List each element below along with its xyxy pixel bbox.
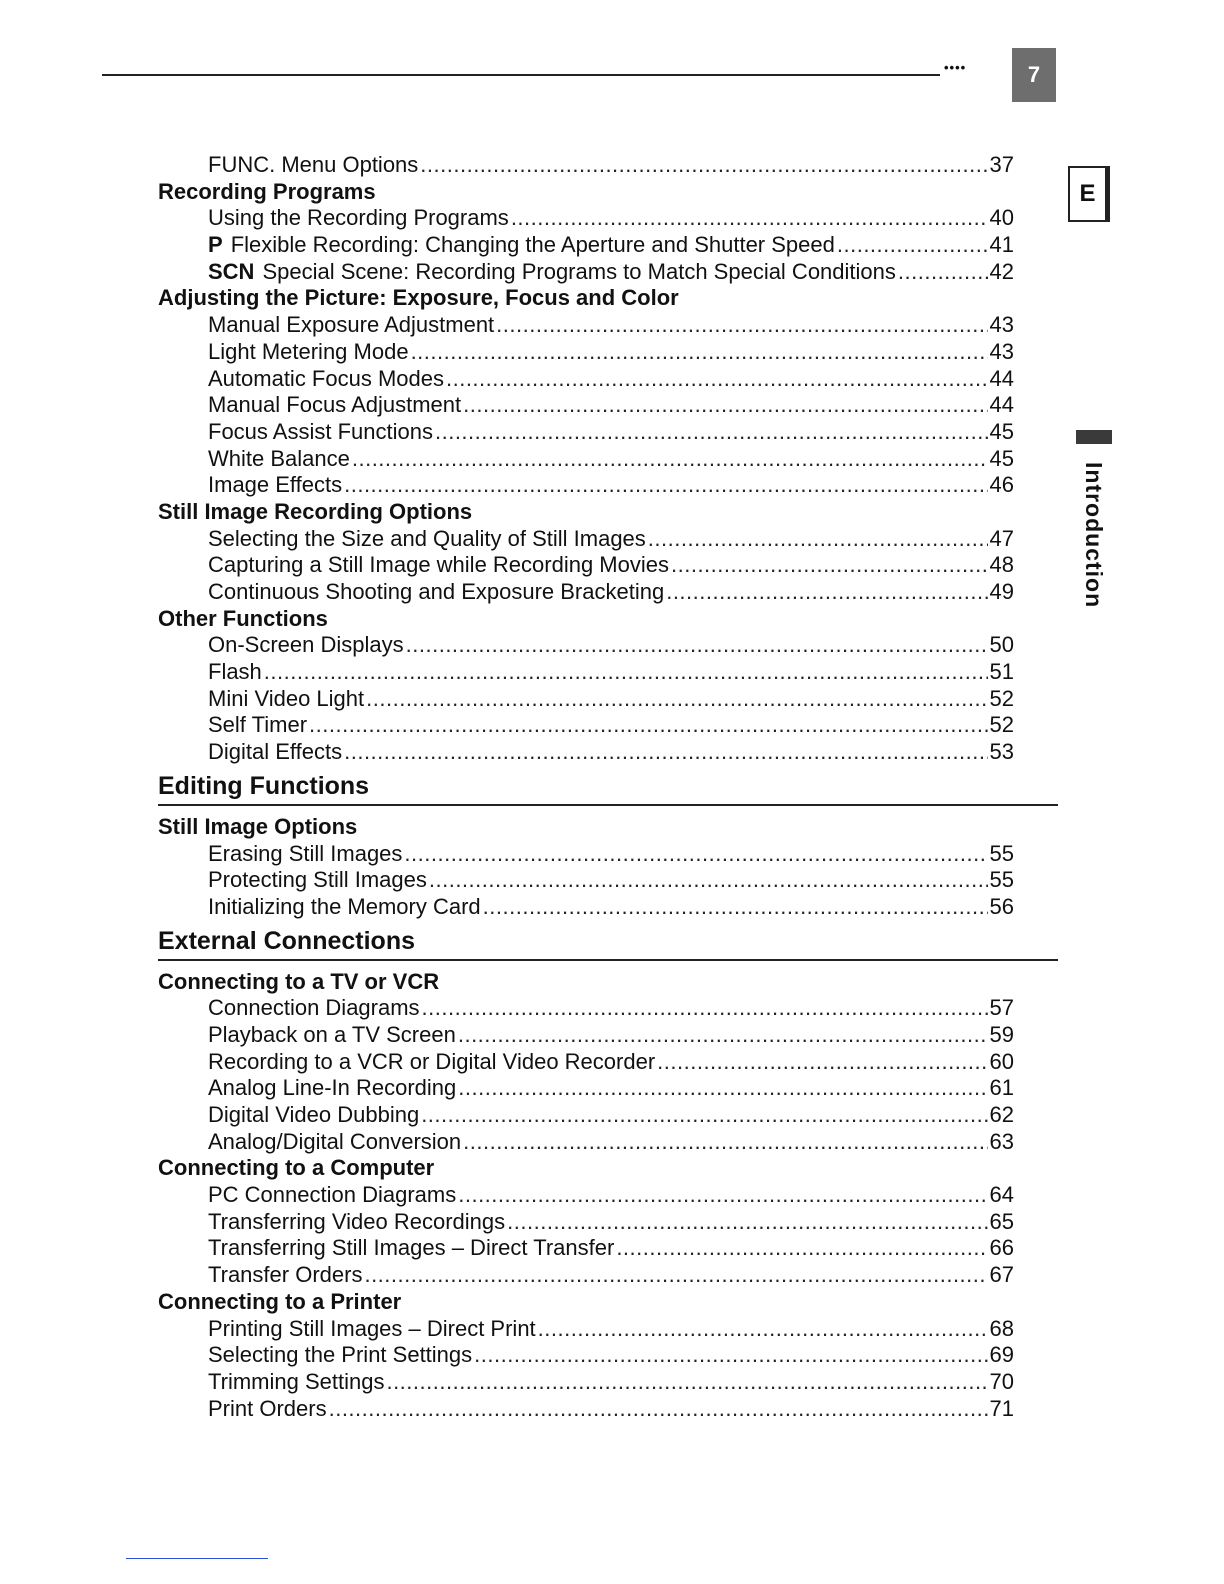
toc-page-number: 42 <box>989 258 1014 284</box>
bottom-underline <box>126 1558 268 1559</box>
toc-subheading: Connecting to a TV or VCR <box>158 968 440 994</box>
toc-entry[interactable] <box>158 1342 1014 1369</box>
toc-page-number: 56 <box>989 893 1014 919</box>
toc-entry-label <box>208 152 418 179</box>
dot-leader <box>458 1075 987 1102</box>
toc-subheading: Connecting to a Printer <box>158 1288 402 1314</box>
toc-entry[interactable] <box>158 1075 1014 1102</box>
dot-leader <box>474 1342 987 1369</box>
toc-page-number: 71 <box>989 1395 1014 1421</box>
toc-entry-label <box>208 739 342 766</box>
toc-entry-text: Erasing Still Images <box>208 840 403 866</box>
toc-entry-text: Light Metering Mode <box>208 338 409 364</box>
toc-entry-label <box>208 712 307 739</box>
toc-page-number: 46 <box>989 472 1014 498</box>
toc-entry-text: Image Effects <box>208 472 343 498</box>
toc-entry-text: Digital Video Dubbing <box>208 1102 420 1127</box>
dot-leader <box>898 259 988 286</box>
toc-page-number: 50 <box>989 632 1014 658</box>
toc-section-title: External Connections <box>158 927 1058 961</box>
toc-entry[interactable] <box>158 1049 1014 1076</box>
toc-page-number: 45 <box>989 445 1014 471</box>
toc-entry[interactable] <box>158 894 1014 921</box>
toc-entry-text: Flexible Recording: Changing the Aperture and Shutter Speed <box>230 232 835 258</box>
dot-leader <box>344 739 987 766</box>
toc-page-number: 52 <box>989 685 1014 711</box>
dot-leader <box>435 419 988 446</box>
toc-entry-text: FUNC. Menu Options <box>208 152 419 177</box>
toc-page-number: 41 <box>989 232 1014 258</box>
toc-page-number: 37 <box>989 152 1014 177</box>
toc-entry[interactable] <box>158 205 1014 232</box>
toc-entry[interactable] <box>158 339 1014 366</box>
toc-entry-label <box>208 339 409 366</box>
toc-page-number: 47 <box>989 525 1014 551</box>
header-dots: •••• <box>944 60 967 75</box>
toc-page-number: 61 <box>989 1075 1014 1101</box>
toc-entry-label <box>208 841 402 868</box>
dot-leader <box>309 712 987 739</box>
dot-leader <box>329 1396 988 1423</box>
toc-page-number: 45 <box>989 418 1014 444</box>
toc-page-number: 55 <box>989 840 1014 866</box>
toc-entry[interactable] <box>158 1235 1014 1262</box>
dot-leader <box>404 841 987 868</box>
dot-leader <box>406 632 988 659</box>
dot-leader <box>837 232 988 259</box>
toc-subheading: Still Image Options <box>158 813 358 839</box>
toc-entry-text: Analog Line-In Recording <box>208 1075 457 1101</box>
toc-page-number: 49 <box>989 579 1014 604</box>
dot-leader <box>511 205 988 232</box>
toc-entry[interactable] <box>158 1262 1014 1289</box>
toc-entry[interactable] <box>158 739 1014 766</box>
toc-entry-text: Connection Diagrams <box>208 995 420 1021</box>
toc-entry-label <box>208 259 896 286</box>
toc-page-number: 44 <box>989 392 1014 418</box>
toc-entry[interactable] <box>158 446 1014 473</box>
toc-page-number: 51 <box>989 659 1014 685</box>
toc-entry-text: Mini Video Light <box>208 685 365 711</box>
toc-entry-label <box>208 312 494 339</box>
toc-page-number: 70 <box>989 1368 1014 1394</box>
dot-leader <box>671 552 988 579</box>
toc-entry-label <box>208 995 420 1022</box>
toc-entry-label <box>208 1369 384 1396</box>
dot-leader <box>344 472 987 499</box>
dot-leader <box>421 1102 987 1129</box>
dot-leader <box>496 312 987 339</box>
toc-page-number: 44 <box>989 365 1014 391</box>
toc-entry-label <box>208 659 262 686</box>
toc-entry-label <box>208 552 669 579</box>
toc-entry-label <box>208 894 481 921</box>
toc-entry-label <box>208 1396 327 1423</box>
dot-leader <box>446 366 988 393</box>
toc-entry-text: Trimming Settings <box>208 1368 385 1394</box>
page-number: 7 <box>1012 48 1056 102</box>
toc-page-number: 59 <box>989 1021 1014 1047</box>
toc-entry-text: On-Screen Displays <box>208 632 404 658</box>
language-tab: E <box>1068 166 1110 222</box>
toc-entry-label <box>208 392 461 419</box>
toc-entry-text: Transferring Still Images – Direct Transfer <box>208 1235 615 1261</box>
toc-entry-label <box>208 686 364 713</box>
toc-entry-label <box>208 1182 456 1209</box>
toc-entry[interactable] <box>158 1209 1014 1236</box>
toc-entry[interactable] <box>158 995 1014 1022</box>
section-tab-label: Introduction <box>1081 462 1107 609</box>
toc-page-number: 62 <box>989 1102 1014 1127</box>
toc-entry[interactable] <box>158 1022 1014 1049</box>
toc-page-number: 52 <box>989 712 1014 738</box>
toc-entry-text: Manual Focus Adjustment <box>208 392 462 418</box>
dot-leader <box>411 339 988 366</box>
toc-page-number: 43 <box>989 338 1014 364</box>
toc-entry-label <box>208 1316 536 1343</box>
toc-entry-text: Playback on a TV Screen <box>208 1021 456 1047</box>
toc-entry-label <box>208 232 835 259</box>
toc-entry-label <box>208 867 427 894</box>
dot-leader <box>422 995 988 1022</box>
toc-page-number: 67 <box>989 1262 1014 1288</box>
toc-entry[interactable] <box>158 312 1014 339</box>
toc-entry-text: White Balance <box>208 445 350 471</box>
dot-leader <box>366 686 987 713</box>
toc-entry-text: Selecting the Size and Quality of Still Images <box>208 525 646 551</box>
toc-entry-label <box>208 1235 614 1262</box>
toc-entry-label <box>208 526 646 553</box>
toc-entry[interactable] <box>158 632 1014 659</box>
toc-entry-text: Transfer Orders <box>208 1262 363 1288</box>
toc-entry[interactable] <box>158 392 1014 419</box>
toc-page-number: 60 <box>989 1048 1014 1074</box>
toc-entry-label <box>208 579 664 606</box>
toc-entry[interactable] <box>158 659 1014 686</box>
dot-leader <box>386 1369 987 1396</box>
toc-section-title: Editing Functions <box>158 772 1058 806</box>
dot-leader <box>648 526 988 553</box>
toc-entry-label <box>208 1342 472 1369</box>
mode-icon: P <box>208 232 223 258</box>
toc-entry[interactable] <box>158 712 1014 739</box>
dot-leader <box>420 152 987 179</box>
toc-entry[interactable] <box>158 526 1014 553</box>
toc-entry-label <box>208 205 509 232</box>
toc-entry-text: Print Orders <box>208 1395 327 1421</box>
toc-entry-text: Analog/Digital Conversion <box>208 1128 462 1154</box>
dot-leader <box>657 1049 987 1076</box>
dot-leader <box>463 1129 987 1156</box>
toc-entry-text: Protecting Still Images <box>208 867 427 893</box>
toc-page-number: 57 <box>989 995 1014 1021</box>
toc-page-number: 48 <box>989 552 1014 578</box>
toc-entry[interactable] <box>158 1369 1014 1396</box>
toc-page-number: 63 <box>989 1128 1014 1154</box>
dot-leader <box>463 392 987 419</box>
toc-entry-text: Special Scene: Recording Programs to Match Special Conditions <box>262 258 896 284</box>
toc-entry-label <box>208 1262 362 1289</box>
toc-entry-text: Focus Assist Functions <box>208 418 433 444</box>
toc-entry-label <box>208 1075 456 1102</box>
toc-entry-text: Printing Still Images – Direct Print <box>208 1315 536 1341</box>
toc-subheading: Recording Programs <box>158 178 376 204</box>
toc-entry-label <box>208 419 433 446</box>
dot-leader <box>666 579 987 606</box>
section-marker <box>1076 430 1112 444</box>
toc-entry-text: Using the Recording Programs <box>208 205 509 231</box>
toc-subheading: Still Image Recording Options <box>158 498 473 524</box>
toc-entry-text: Initializing the Memory Card <box>208 893 481 919</box>
toc-subheading: Other Functions <box>158 605 328 631</box>
toc-entry-text: Selecting the Print Settings <box>208 1342 473 1368</box>
toc-entry-label <box>208 366 444 393</box>
toc-page-number: 65 <box>989 1208 1014 1234</box>
toc-entry-text: Self Timer <box>208 712 308 738</box>
toc-entry-label <box>208 1102 419 1129</box>
toc-page-number: 66 <box>989 1235 1014 1261</box>
toc-page-number: 43 <box>989 312 1014 338</box>
toc-entry[interactable] <box>158 841 1014 868</box>
toc-entry-label <box>208 1022 456 1049</box>
toc-entry-text: Capturing a Still Image while Recording Movies <box>208 552 669 578</box>
toc-entry[interactable] <box>158 579 1014 606</box>
toc-entry[interactable] <box>158 1102 1014 1129</box>
toc-entry-text: Recording to a VCR or Digital Video Recorder <box>208 1048 656 1074</box>
dot-leader <box>429 867 988 894</box>
toc-entry-label <box>208 446 350 473</box>
dot-leader <box>352 446 988 473</box>
toc-entry-text: Manual Exposure Adjustment <box>208 312 495 338</box>
toc-subheading: Connecting to a Computer <box>158 1155 435 1181</box>
toc-entry[interactable] <box>158 552 1014 579</box>
toc-entry[interactable] <box>158 1316 1014 1343</box>
dot-leader <box>538 1316 988 1343</box>
dot-leader <box>507 1209 987 1236</box>
toc-page-number: 69 <box>989 1342 1014 1368</box>
mode-icon: SCN <box>208 258 255 284</box>
toc-entry[interactable] <box>158 152 1014 179</box>
toc-entry[interactable] <box>158 366 1014 393</box>
toc-page-number: 40 <box>989 205 1014 231</box>
toc-entry[interactable] <box>158 1182 1014 1209</box>
toc-entry[interactable] <box>158 259 1014 286</box>
toc-entry-text: Continuous Shooting and Exposure Bracketing <box>208 579 665 604</box>
toc-entry-label <box>208 632 404 659</box>
toc-entry-label <box>208 472 342 499</box>
toc-entry-text: Automatic Focus Modes <box>208 365 444 391</box>
toc-entry-label <box>208 1129 461 1156</box>
toc-entry[interactable] <box>158 232 1014 259</box>
toc-entry-label <box>208 1049 655 1076</box>
toc-page-number: 68 <box>989 1315 1014 1341</box>
toc-subheading: Adjusting the Picture: Exposure, Focus and Color <box>158 285 679 311</box>
toc-entry[interactable] <box>158 1396 1014 1423</box>
toc-entry[interactable] <box>158 686 1014 713</box>
dot-leader <box>616 1235 987 1262</box>
dot-leader <box>264 659 988 686</box>
toc-entry[interactable] <box>158 867 1014 894</box>
toc-entry[interactable] <box>158 419 1014 446</box>
toc-entry[interactable] <box>158 472 1014 499</box>
dot-leader <box>458 1022 988 1049</box>
toc-entry-text: PC Connection Diagrams <box>208 1182 457 1208</box>
dot-leader <box>458 1182 987 1209</box>
toc-page-number: 64 <box>989 1182 1014 1208</box>
toc-entry[interactable] <box>158 1129 1014 1156</box>
toc-entry-text: Transferring Video Recordings <box>208 1208 506 1234</box>
toc-entry-label <box>208 1209 505 1236</box>
toc-entry-text: Digital Effects <box>208 739 343 765</box>
toc-page-number: 53 <box>989 739 1014 765</box>
dot-leader <box>483 894 988 921</box>
table-of-contents <box>158 152 1058 1422</box>
toc-page-number: 55 <box>989 867 1014 893</box>
header-rule <box>102 74 940 76</box>
dot-leader <box>364 1262 987 1289</box>
toc-entry-text: Flash <box>208 659 262 685</box>
